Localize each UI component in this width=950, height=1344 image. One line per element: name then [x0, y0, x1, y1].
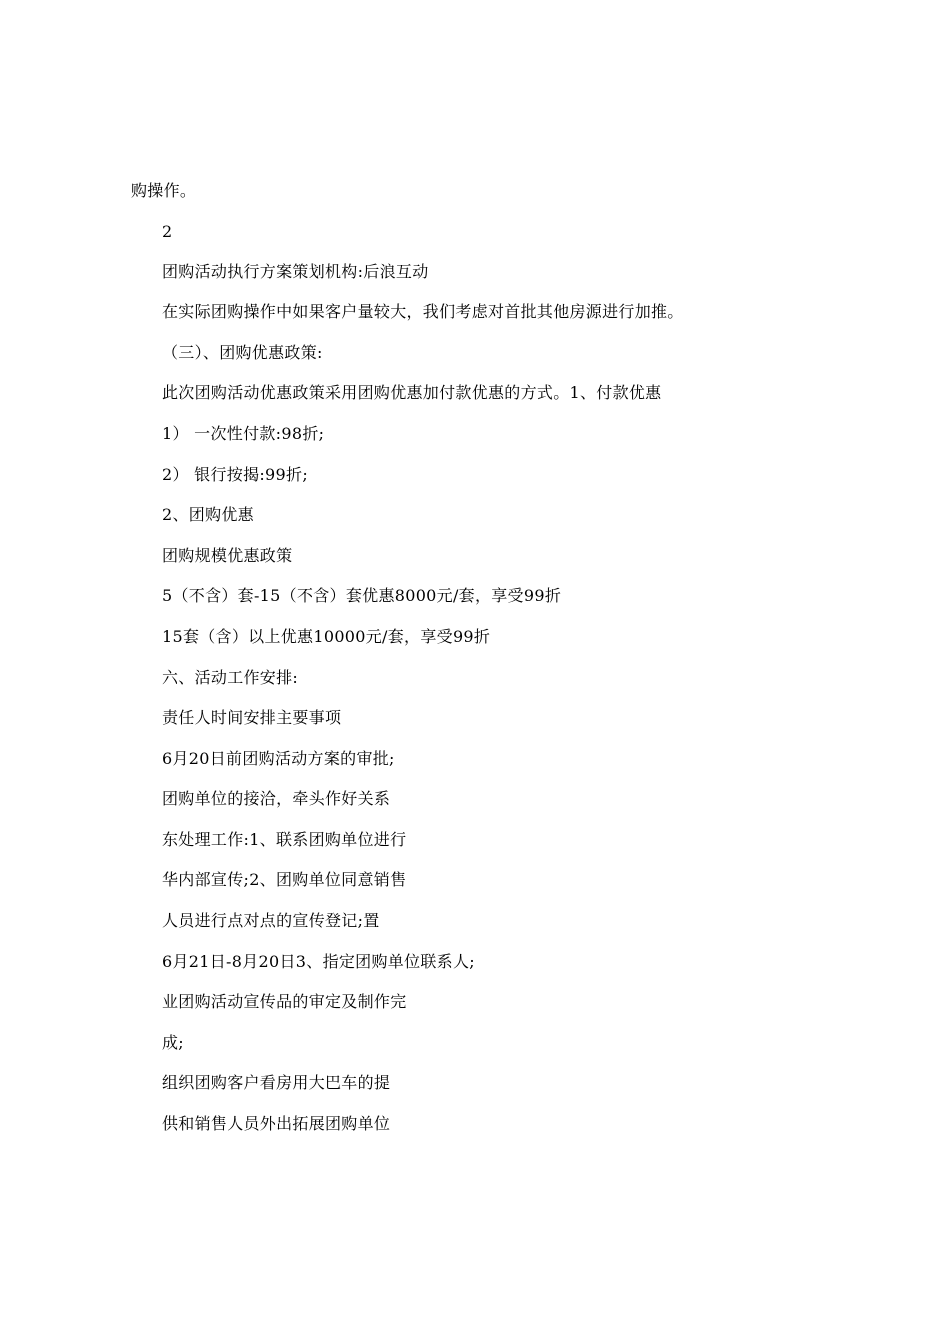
- text-line: 购操作。: [131, 181, 197, 200]
- section-heading: 六、活动工作安排:: [162, 668, 299, 687]
- section-heading: （三）、团购优惠政策:: [162, 343, 323, 362]
- text-line: 6月21日-8月20日3、指定团购单位联系人;: [162, 952, 475, 971]
- text-line: 成;: [162, 1033, 184, 1052]
- page-number: 2: [162, 222, 173, 241]
- text-line: 人员进行点对点的宣传登记;置: [162, 911, 380, 930]
- text-line: 华内部宣传;2、团购单位同意销售: [162, 870, 407, 889]
- text-line: 2） 银行按揭:99折;: [162, 465, 309, 484]
- text-line: 5（不含）套-15（不含）套优惠8000元/套，享受99折: [162, 586, 562, 605]
- text-line: 此次团购活动优惠政策采用团购优惠加付款优惠的方式。1、付款优惠: [162, 383, 662, 402]
- text-line: 团购活动执行方案策划机构:后浪互动: [162, 262, 429, 281]
- text-line: 在实际团购操作中如果客户量较大，我们考虑对首批其他房源进行加推。: [162, 302, 684, 321]
- text-line: 6月20日前团购活动方案的审批;: [162, 749, 395, 768]
- text-line: 供和销售人员外出拓展团购单位: [162, 1114, 391, 1133]
- text-line: 团购规模优惠政策: [162, 546, 293, 565]
- text-line: 东处理工作:1、联系团购单位进行: [162, 830, 407, 849]
- text-line: 责任人时间安排主要事项: [162, 708, 342, 727]
- text-line: 组织团购客户看房用大巴车的提: [162, 1073, 391, 1092]
- text-line: 业团购活动宣传品的审定及制作完: [162, 992, 407, 1011]
- text-line: 15套（含）以上优惠10000元/套，享受99折: [162, 627, 491, 646]
- text-line: 2、团购优惠: [162, 505, 254, 524]
- text-line: 团购单位的接洽，牵头作好关系: [162, 789, 391, 808]
- text-line: 1） 一次性付款:98折;: [162, 424, 325, 443]
